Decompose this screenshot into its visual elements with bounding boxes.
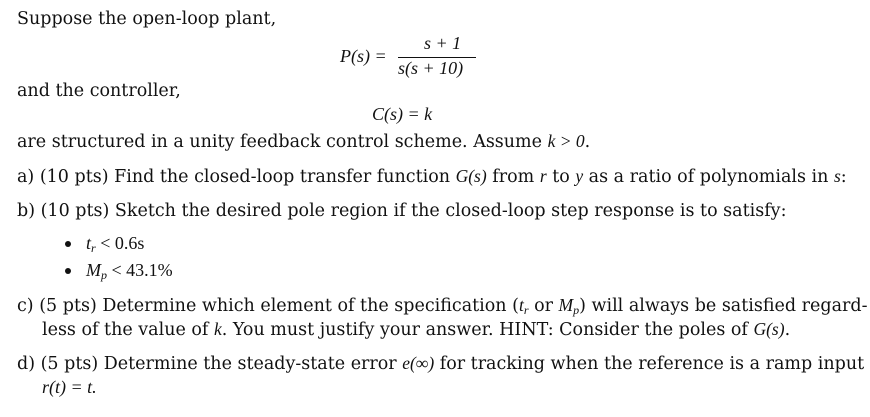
- part-c-line-2: [42, 318, 790, 341]
- part-c-text-2: ) will always be satisfied regard-: [579, 296, 868, 316]
- part-c-tr-sub: r: [523, 303, 529, 317]
- part-c-text-5: .: [784, 320, 791, 340]
- overshoot-var: M: [86, 260, 101, 280]
- part-c-text-4: . You must justify your answer. HINT: Consider the poles of: [221, 320, 754, 340]
- structure-sentence: [17, 130, 590, 153]
- part-c-k: k: [213, 319, 222, 339]
- structure-text: are structured in a unity feedback control scheme. Assume: [17, 132, 548, 152]
- bullet-overshoot: [86, 259, 173, 281]
- plant-equation: [340, 33, 480, 81]
- controller-equation: C(s) = k: [372, 104, 433, 124]
- bullet-dot: [65, 241, 71, 247]
- part-c-mp-sub: p: [573, 303, 580, 317]
- part-a-text-2: from: [486, 167, 540, 187]
- part-d-error: e(∞): [402, 353, 435, 373]
- part-c-label: c): [17, 296, 34, 316]
- part-b-label: b): [17, 201, 36, 221]
- part-c-line-1: [17, 294, 867, 317]
- part-a: [17, 165, 847, 188]
- part-d-line-1: [17, 352, 864, 375]
- part-d-line-2: r(t) = t.: [42, 377, 97, 397]
- controller-intro: and the controller,: [17, 81, 181, 101]
- overshoot-bound: < 43.1%: [107, 260, 173, 280]
- part-a-math-r: r: [539, 166, 547, 186]
- part-d-text-1: (5 pts) Determine the steady-state error: [40, 354, 403, 374]
- part-a-math-s: s: [833, 166, 841, 186]
- structure-end: .: [584, 132, 591, 152]
- plant-numerator: s + 1: [424, 33, 462, 53]
- part-a-math-y: y: [575, 166, 584, 186]
- plant-lhs: P(s) =: [340, 46, 387, 66]
- part-c-tr: t: [518, 295, 524, 315]
- part-b: [17, 200, 786, 222]
- part-a-label: a): [17, 167, 35, 187]
- rise-time-bound: < 0.6s: [95, 233, 145, 253]
- overshoot-sub: p: [101, 268, 107, 282]
- part-d-text-2: for tracking when the reference is a ramp input: [434, 354, 865, 374]
- part-b-text: (10 pts) Sketch the desired pole region if the closed-loop step response is to satisfy:: [40, 201, 787, 221]
- part-a-text-1: (10 pts) Find the closed-loop transfer function: [39, 167, 456, 187]
- intro-text: Suppose the open-loop plant,: [17, 9, 277, 29]
- part-c-g: G(s): [753, 319, 785, 339]
- part-c-text-3: less of the value of: [42, 320, 214, 340]
- bullet-dot: [65, 268, 71, 274]
- part-c-text-1: (5 pts) Determine which element of the specification (: [39, 296, 519, 316]
- rise-time-var: t: [86, 233, 92, 253]
- bullet-rise-time: [86, 232, 144, 254]
- assumption-math: k > 0: [547, 131, 585, 151]
- part-a-text-4: as a ratio of polynomials in: [583, 167, 834, 187]
- part-c-or: or: [528, 296, 559, 316]
- plant-denominator: s(s + 10): [398, 58, 464, 78]
- part-d-label: d): [17, 354, 36, 374]
- part-a-text-3: to: [546, 167, 576, 187]
- part-a-text-5: :: [840, 167, 847, 187]
- part-c-mp: M: [558, 295, 574, 315]
- rise-time-sub: r: [91, 241, 96, 255]
- part-a-math-g: G(s): [455, 166, 487, 186]
